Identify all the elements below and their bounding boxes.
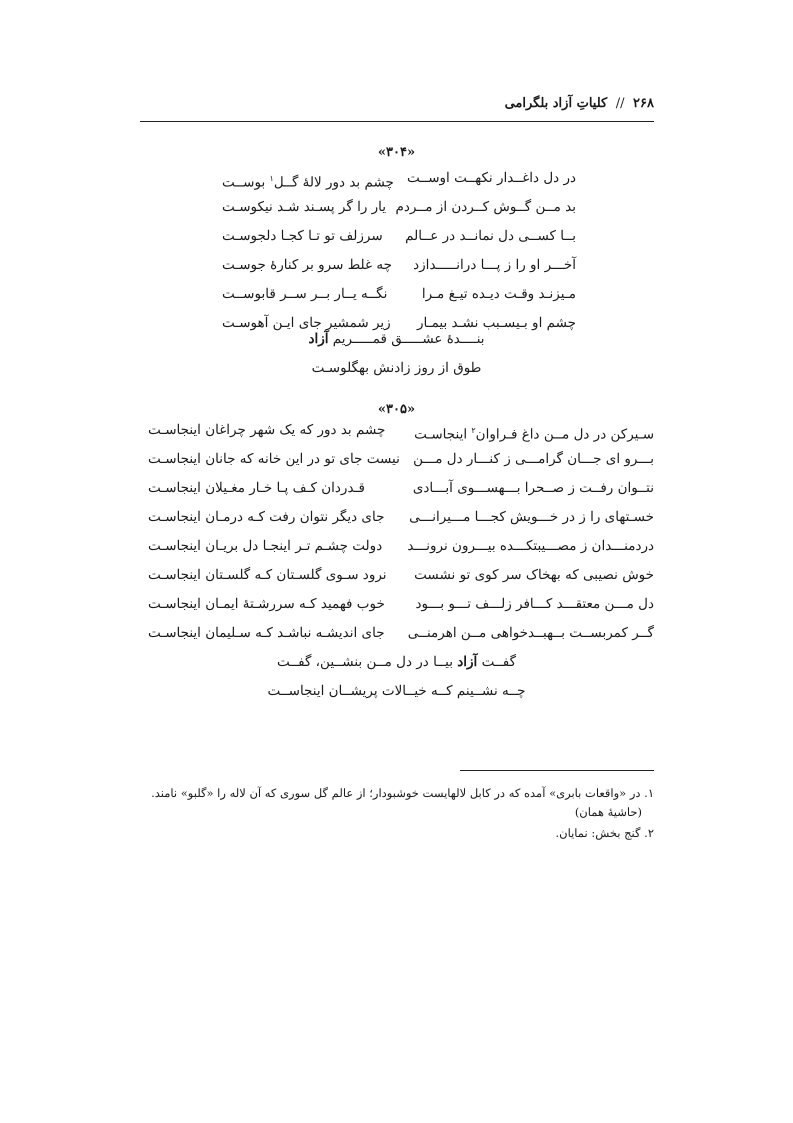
footnotes [130, 784, 654, 845]
hemistich-right: دردمنـــدان ز مصـــیبتکـــده بیـــرون نرونـــد [407, 538, 654, 554]
couplet [222, 222, 576, 251]
page-number: ۲۶۸ [633, 96, 654, 111]
hemistich-left: نیست جای تو در این خانه که جانان اینجاسـت [148, 451, 400, 467]
hemistich-right: دل مـــن معتقـــد کـــافر زلـــف تـــو بـــود [415, 596, 654, 612]
closing-couplet [0, 648, 793, 706]
hemistich-right: بـــرو ای جـــان گرامـــی ز کنـــار دل مـــن [413, 451, 654, 467]
poem-number: «۳۰۵» [377, 402, 416, 417]
hemistich-left: خوب فهمید کـه سررشـتهٔ ایمـان اینجاسـت [148, 596, 385, 612]
poem-couplets [148, 416, 654, 648]
hemistich-left: قـدردان کـف پـا خـار مغـیلان اینجاسـت [148, 480, 365, 496]
poem-number: «۳۰۴» [377, 145, 416, 160]
hemistich-right: خوش نصیبی که بهخاک سر کوی تو نشست [414, 567, 654, 583]
couplet [222, 193, 576, 222]
hemistich-left: نگــه یــار بــر ســر قابوســت [222, 286, 388, 302]
footnote-rule [460, 770, 654, 771]
couplet [148, 532, 654, 561]
footnote-1 [130, 784, 654, 822]
hemistich-left [222, 164, 394, 193]
closing-text: گفــت [477, 654, 517, 670]
couplet [148, 445, 654, 474]
hemistich-text: سـیرکن در دل مــن داغ فـراوان [475, 426, 654, 443]
couplet [148, 590, 654, 619]
hemistich-left: جای اندیشـه نباشـد کـه سـلیمان اینجاسـت [148, 625, 385, 641]
couplet [148, 474, 654, 503]
hemistich-right: نتــوان رفــت ز صــحرا بـــهســـوی آبـــادی [412, 480, 654, 496]
hemistich-right: چشم او بـیسـبب نشـد بیمـار [417, 315, 576, 331]
hemistich-left: یار را گر پسـند شـد نیکوسـت [222, 199, 387, 215]
poem-couplets [222, 164, 576, 338]
hemistich-left: چه غلط سرو بر کنارهٔ جوسـت [222, 257, 392, 273]
footnote-text: ۲. گنج بخش: نمایان. [555, 826, 654, 840]
couplet [148, 416, 654, 445]
hemistich-right: گــر کمربســت بــهبــدخواهی مــن اهرمنــی [407, 625, 654, 641]
footnote-text: ۱. در «واقعات بابری» آمده که در کابل لالهایست خوشبودار؛ از عالم گل سوری که آن لاله را «گلبو» نامند. [151, 786, 654, 800]
footnote-marker: ۲ [471, 426, 476, 435]
hemistich-right: خسـتهای را ز در خـــویش کجـــا مـــیرانـــی [409, 509, 654, 525]
hemistich-left: سرزلف تو تـا کجـا دلجوسـت [222, 228, 383, 244]
couplet [222, 164, 576, 193]
couplet [148, 561, 654, 590]
couplet [222, 280, 576, 309]
footnote-2 [130, 824, 654, 843]
hemistich-right: بد مــن گــوش کــردن از مــردم [395, 199, 576, 215]
hemistich-right: مـیزنـد وقـت دیـده تیـغ مـرا [421, 286, 576, 302]
footnote-source: (حاشیهٔ همان) [574, 805, 642, 819]
couplet [222, 251, 576, 280]
closing-text-tail: بیــا در دل مــن بنشــین، گفــت [276, 654, 458, 670]
hemistich-text: چشم بد دور لالهٔ گــل [273, 174, 394, 191]
hemistich-left: نرود سـوی گلسـتان کـه گلسـتان اینجاسـت [148, 567, 387, 583]
poet-name: آزاد [457, 654, 478, 670]
closing-line-2: چــه نشــینم کــه خیــالات پریشــان اینجاســت [267, 683, 526, 699]
closing-text: بنــــدهٔ عشـــــق قمـــــریم [328, 331, 485, 347]
footnote-marker: ۱ [269, 174, 274, 183]
couplet [148, 619, 654, 648]
couplet [148, 503, 654, 532]
hemistich-text-tail: اینجاسـت [414, 426, 472, 443]
running-header [140, 96, 654, 118]
closing-couplet [0, 325, 793, 383]
hemistich-right: آخـــر او را ز پـــا درانـــــدازد [413, 257, 576, 273]
hemistich-text-tail: بوســت [222, 174, 270, 191]
header-rule [140, 121, 654, 122]
closing-line-2: طوق از روز زادنش بهگلوسـت [311, 360, 482, 376]
hemistich-right [414, 416, 654, 445]
header-separator: // [615, 96, 625, 111]
hemistich-left: دولت چشـم تـر اینجـا دل بریـان اینجاسـت [148, 538, 383, 554]
poet-name: آزاد [308, 331, 329, 347]
closing-line-1 [0, 648, 793, 677]
closing-line-1 [0, 325, 793, 354]
hemistich-right: بــا کســی دل نمانــد در عــالم [405, 228, 576, 244]
hemistich-right: در دل داغــدار نکهــت اوســت [407, 170, 576, 186]
hemistich-left: زیر شمشیر جای ایـن آهوسـت [222, 315, 391, 331]
hemistich-left: چشم بد دور که یک شهر چراغان اینجاسـت [148, 422, 386, 438]
book-title: کلیاتِ آزاد بلگرامی [504, 96, 608, 111]
hemistich-left: جای دیگر نتوان رفت کـه درمـان اینجاسـت [148, 509, 385, 525]
